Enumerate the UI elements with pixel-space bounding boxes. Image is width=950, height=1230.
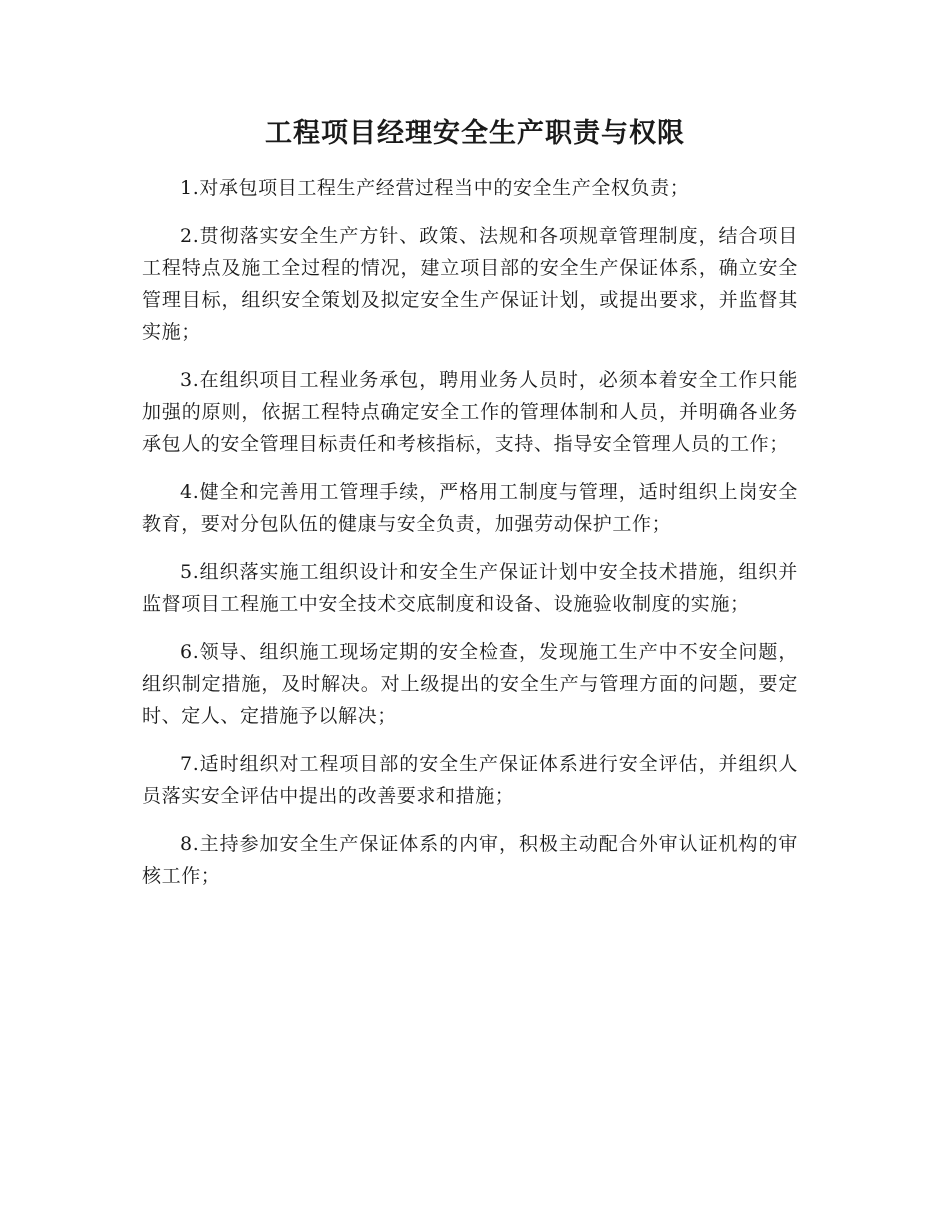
clause-8: 8.主持参加安全生产保证体系的内审，积极主动配合外审认证机构的审核工作；: [142, 833, 798, 887]
clause-3: 3.在组织项目工程业务承包，聘用业务人员时，必须本着安全工作只能加强的原则，依据工程特点确定安全工作的管理体制和人员，并明确各业务承包人的安全管理目标责任和考核指标，支持、指导安全管理人员的工作；: [142, 369, 798, 455]
document-title: 工程项目经理安全生产职责与权限: [265, 118, 685, 149]
clause-7: 7.适时组织对工程项目部的安全生产保证体系进行安全评估，并组织人员落实安全评估中提出的改善要求和措施；: [142, 753, 798, 807]
clause-6: 6.领导、组织施工现场定期的安全检查，发现施工生产中不安全问题，组织制定措施，及时解决。对上级提出的安全生产与管理方面的问题，要定时、定人、定措施予以解决；: [142, 641, 798, 727]
clause-5: 5.组织落实施工组织设计和安全生产保证计划中安全技术措施，组织并监督项目工程施工中安全技术交底制度和设备、设施验收制度的实施；: [142, 561, 798, 615]
clause-4: 4.健全和完善用工管理手续，严格用工制度与管理，适时组织上岗安全教育，要对分包队伍的健康与安全负责，加强劳动保护工作；: [142, 481, 798, 535]
clause-1: 1.对承包项目工程生产经营过程当中的安全生产全权负责；: [180, 177, 690, 199]
clause-2: 2.贯彻落实安全生产方针、政策、法规和各项规章管理制度，结合项目工程特点及施工全过程的情况，建立项目部的安全生产保证体系，确立安全管理目标，组织安全策划及拟定安全生产保证计划，或提出要求，并监督其实施；: [142, 225, 798, 343]
